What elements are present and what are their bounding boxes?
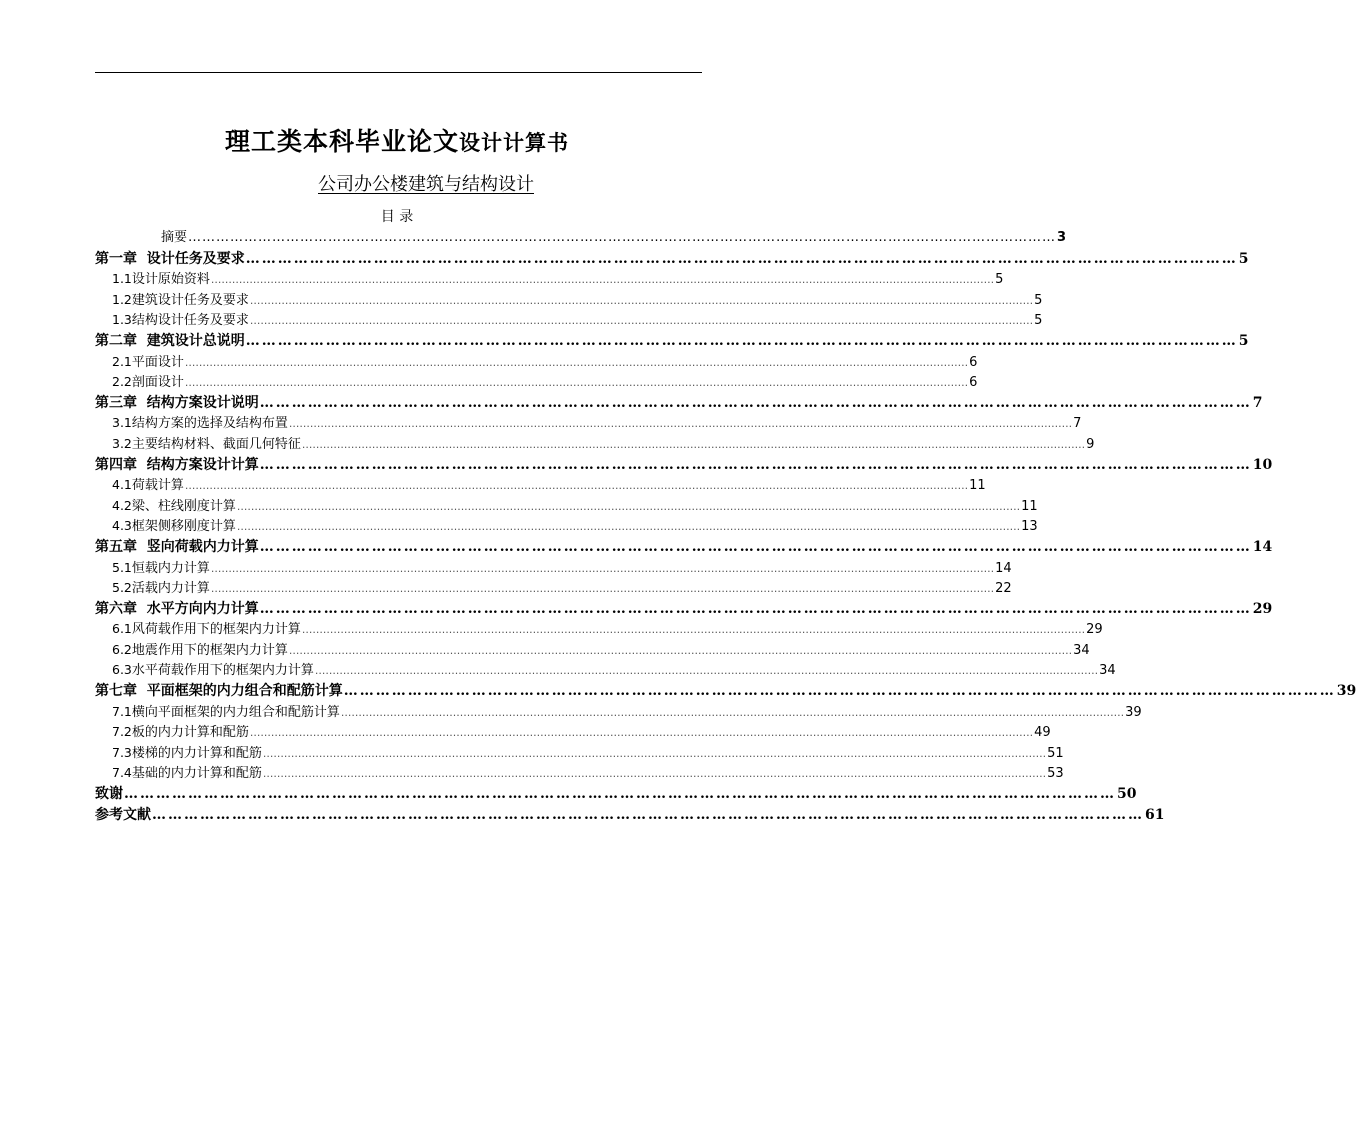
table-of-contents <box>95 228 1356 825</box>
toc-leader-dots: ................................................................................................................................................................................................................................ <box>236 499 1021 513</box>
toc-entry-page: 6 <box>969 354 978 370</box>
toc-entry-title: 平面设计 <box>131 354 184 370</box>
toc-leader-dots: ................................................................................................................................................................................................................................ <box>262 767 1047 781</box>
toc-entry-title: 地震作用下的框架内力计算 <box>131 642 288 658</box>
toc-entry-page: 13 <box>1021 519 1038 535</box>
toc-entry-number: 2.2 <box>112 374 132 390</box>
toc-entry-page: 5 <box>1034 292 1043 308</box>
toc-entry-page: 5 <box>1238 250 1249 267</box>
toc-entry[interactable] <box>95 722 1051 743</box>
toc-leader-dots: ................................................................................................................................................................................................................................ <box>262 746 1047 760</box>
toc-entry-number: 第五章 <box>95 538 137 555</box>
toc-leader-dots: ................................................................................................................................................................................................................................ <box>210 561 995 575</box>
toc-entry[interactable] <box>95 455 1273 476</box>
toc-entry-title: 摘要 <box>161 230 188 245</box>
toc-entry-number: 4.3 <box>112 518 132 534</box>
toc-entry[interactable] <box>95 660 1116 681</box>
toc-entry-page: 6 <box>969 375 978 391</box>
toc-entry-page: 7 <box>1073 416 1082 432</box>
toc-entry-title: 荷载计算 <box>131 478 184 494</box>
toc-entry[interactable] <box>95 599 1273 620</box>
toc-entry[interactable] <box>95 537 1273 558</box>
toc-entry-page: 14 <box>1252 538 1273 555</box>
toc-entry[interactable] <box>95 702 1142 723</box>
toc-entry-page: 5 <box>1034 313 1043 329</box>
toc-entry-number: 1.1 <box>112 271 132 287</box>
toc-entry[interactable] <box>95 743 1064 764</box>
toc-entry-number: 5.1 <box>112 559 132 575</box>
toc-leader-dots: …………………………………………………………………………………………………………………………………………………………………… <box>188 230 1057 245</box>
toc-entry[interactable] <box>95 331 1249 352</box>
toc-leader-dots: …………………………………………………………………………………………………………………………………………………………………… <box>259 600 1252 617</box>
toc-entry[interactable] <box>95 228 1067 249</box>
toc-leader-dots: …………………………………………………………………………………………………………………………………………………………………… <box>245 332 1238 349</box>
toc-leader-dots: ................................................................................................................................................................................................................................ <box>288 417 1073 431</box>
toc-entry[interactable] <box>95 249 1249 270</box>
toc-entry-number: 第四章 <box>95 456 137 473</box>
toc-entry-number: 第三章 <box>95 394 137 411</box>
toc-entry-page: 3 <box>1057 230 1067 245</box>
toc-entry[interactable] <box>95 352 978 373</box>
toc-entry-title: 结构设计任务及要求 <box>131 313 249 329</box>
toc-entry[interactable] <box>95 805 1165 826</box>
toc-leader-dots: ................................................................................................................................................................................................................................ <box>301 437 1086 451</box>
toc-entry-title: 水平荷载作用下的框架内力计算 <box>131 663 314 679</box>
toc-entry-title: 梁、柱线刚度计算 <box>131 498 236 514</box>
toc-entry-title: 恒载内力计算 <box>131 560 210 576</box>
toc-entry-title: 致谢 <box>95 786 123 803</box>
toc-leader-dots: ................................................................................................................................................................................................................................ <box>236 520 1021 534</box>
toc-entry-page: 7 <box>1252 394 1263 411</box>
toc-heading: 目 录 <box>380 209 414 225</box>
toc-entry-number: 第二章 <box>95 332 137 349</box>
toc-leader-dots: ................................................................................................................................................................................................................................ <box>184 376 969 390</box>
toc-entry[interactable] <box>95 434 1095 455</box>
toc-entry-title: 参考文献 <box>95 806 151 823</box>
document-title <box>0 122 794 158</box>
toc-leader-dots: ................................................................................................................................................................................................................................ <box>301 623 1086 637</box>
toc-entry-title: 板的内力计算和配筋 <box>131 725 249 741</box>
toc-entry-page: 34 <box>1099 663 1116 679</box>
toc-leader-dots: ................................................................................................................................................................................................................................ <box>184 479 969 493</box>
toc-entry-title: 平面框架的内力组合和配筋计算 <box>146 683 343 700</box>
toc-entry[interactable] <box>95 763 1064 784</box>
toc-entry-number: 7.4 <box>112 765 132 781</box>
toc-entry-title: 水平方向内力计算 <box>146 600 259 617</box>
toc-entry-page: 61 <box>1145 806 1165 823</box>
toc-entry[interactable] <box>95 475 986 496</box>
toc-entry-title: 结构方案设计说明 <box>146 394 259 411</box>
toc-entry-title: 风荷载作用下的框架内力计算 <box>131 622 301 638</box>
toc-entry-page: 22 <box>995 581 1012 597</box>
toc-leader-dots: …………………………………………………………………………………………………………………………………………………………………… <box>259 394 1252 411</box>
toc-entry-number: 第六章 <box>95 600 137 617</box>
toc-entry-title: 建筑设计任务及要求 <box>131 292 249 308</box>
toc-entry-number: 6.3 <box>112 662 132 678</box>
toc-entry-title: 剖面设计 <box>131 375 184 391</box>
toc-leader-dots: ................................................................................................................................................................................................................................ <box>288 643 1073 657</box>
toc-leader-dots: …………………………………………………………………………………………………………………………………………………………………… <box>152 806 1144 823</box>
toc-entry-page: 53 <box>1047 766 1064 782</box>
toc-entry[interactable] <box>95 619 1103 640</box>
toc-leader-dots: ................................................................................................................................................................................................................................ <box>249 314 1034 328</box>
toc-entry[interactable] <box>95 496 1038 517</box>
toc-entry[interactable] <box>95 413 1082 434</box>
toc-entry[interactable] <box>95 372 978 393</box>
toc-entry[interactable] <box>95 640 1090 661</box>
toc-entry-title: 框架侧移刚度计算 <box>131 519 236 535</box>
toc-entry-number: 7.1 <box>112 703 132 719</box>
toc-entry-number: 第七章 <box>95 683 137 700</box>
toc-entry-page: 29 <box>1086 622 1103 638</box>
toc-entry-page: 51 <box>1047 745 1064 761</box>
toc-entry[interactable] <box>95 310 1043 331</box>
toc-entry-number: 3.2 <box>112 435 132 451</box>
title-tail: 设计计算书 <box>459 130 569 155</box>
toc-entry-number: 5.2 <box>112 580 132 596</box>
toc-entry[interactable] <box>95 578 1012 599</box>
toc-entry[interactable] <box>95 784 1137 805</box>
toc-entry[interactable] <box>95 558 1012 579</box>
toc-leader-dots: ................................................................................................................................................................................................................................ <box>249 293 1034 307</box>
document-subtitle: 公司办公楼建筑与结构设计 <box>318 174 534 195</box>
toc-entry-page: 11 <box>969 478 986 494</box>
toc-entry-page: 34 <box>1073 642 1090 658</box>
toc-entry-page: 10 <box>1252 456 1273 473</box>
toc-leader-dots: ................................................................................................................................................................................................................................ <box>210 582 995 596</box>
toc-entry-title: 基础的内力计算和配筋 <box>131 766 262 782</box>
toc-entry-page: 49 <box>1034 725 1051 741</box>
toc-entry-title: 横向平面框架的内力组合和配筋计算 <box>131 704 340 720</box>
toc-entry-number: 4.2 <box>112 497 132 513</box>
toc-entry-number: 7.3 <box>112 744 132 760</box>
toc-entry-number: 第一章 <box>95 250 137 267</box>
toc-entry-title: 建筑设计总说明 <box>146 332 245 349</box>
toc-entry-title: 结构方案设计计算 <box>146 456 259 473</box>
toc-entry-number: 7.2 <box>112 724 132 740</box>
header-rule <box>95 72 702 73</box>
toc-entry-number: 1.2 <box>112 291 132 307</box>
toc-leader-dots: …………………………………………………………………………………………………………………………………………………………………… <box>259 456 1252 473</box>
toc-leader-dots: ................................................................................................................................................................................................................................ <box>249 726 1034 740</box>
toc-entry[interactable] <box>95 393 1263 414</box>
title-main: 理工类本科毕业论文 <box>224 127 459 156</box>
toc-entry-page: 39 <box>1125 704 1142 720</box>
toc-entry-number: 6.1 <box>112 621 132 637</box>
toc-entry[interactable] <box>95 269 1004 290</box>
toc-leader-dots: …………………………………………………………………………………………………………………………………………………………………… <box>259 538 1252 555</box>
toc-leader-dots: ................................................................................................................................................................................................................................ <box>340 705 1125 719</box>
toc-entry-number: 2.1 <box>112 353 132 369</box>
toc-entry-page: 5 <box>1238 332 1249 349</box>
toc-entry-number: 6.2 <box>112 641 132 657</box>
toc-entry-page: 11 <box>1021 498 1038 514</box>
toc-entry[interactable] <box>95 681 1356 702</box>
toc-leader-dots: …………………………………………………………………………………………………………………………………………………………………… <box>124 786 1116 803</box>
toc-entry[interactable] <box>95 290 1043 311</box>
toc-entry-title: 竖向荷载内力计算 <box>146 538 259 555</box>
toc-entry-page: 14 <box>995 560 1012 576</box>
toc-entry-number: 1.3 <box>112 312 132 328</box>
toc-leader-dots: ................................................................................................................................................................................................................................ <box>210 273 995 287</box>
toc-entry-number: 3.1 <box>112 415 132 431</box>
toc-entry-title: 活载内力计算 <box>131 581 210 597</box>
toc-entry-title: 设计任务及要求 <box>146 250 245 267</box>
toc-entry-page: 29 <box>1252 600 1273 617</box>
toc-entry-title: 设计原始资料 <box>131 272 210 288</box>
toc-entry-page: 9 <box>1086 436 1095 452</box>
toc-leader-dots: …………………………………………………………………………………………………………………………………………………………………… <box>245 250 1238 267</box>
toc-entry-page: 5 <box>995 272 1004 288</box>
toc-entry-number: 4.1 <box>112 477 132 493</box>
toc-entry-title: 结构方案的选择及结构布置 <box>131 416 288 432</box>
toc-leader-dots: ................................................................................................................................................................................................................................ <box>314 664 1099 678</box>
toc-entry-title: 主要结构材料、截面几何特征 <box>131 436 301 452</box>
toc-entry-page: 39 <box>1336 683 1356 700</box>
toc-leader-dots: ................................................................................................................................................................................................................................ <box>184 355 969 369</box>
toc-entry-page: 50 <box>1117 786 1137 803</box>
toc-entry-title: 楼梯的内力计算和配筋 <box>131 745 262 761</box>
toc-entry[interactable] <box>95 516 1038 537</box>
toc-leader-dots: …………………………………………………………………………………………………………………………………………………………………… <box>343 683 1336 700</box>
